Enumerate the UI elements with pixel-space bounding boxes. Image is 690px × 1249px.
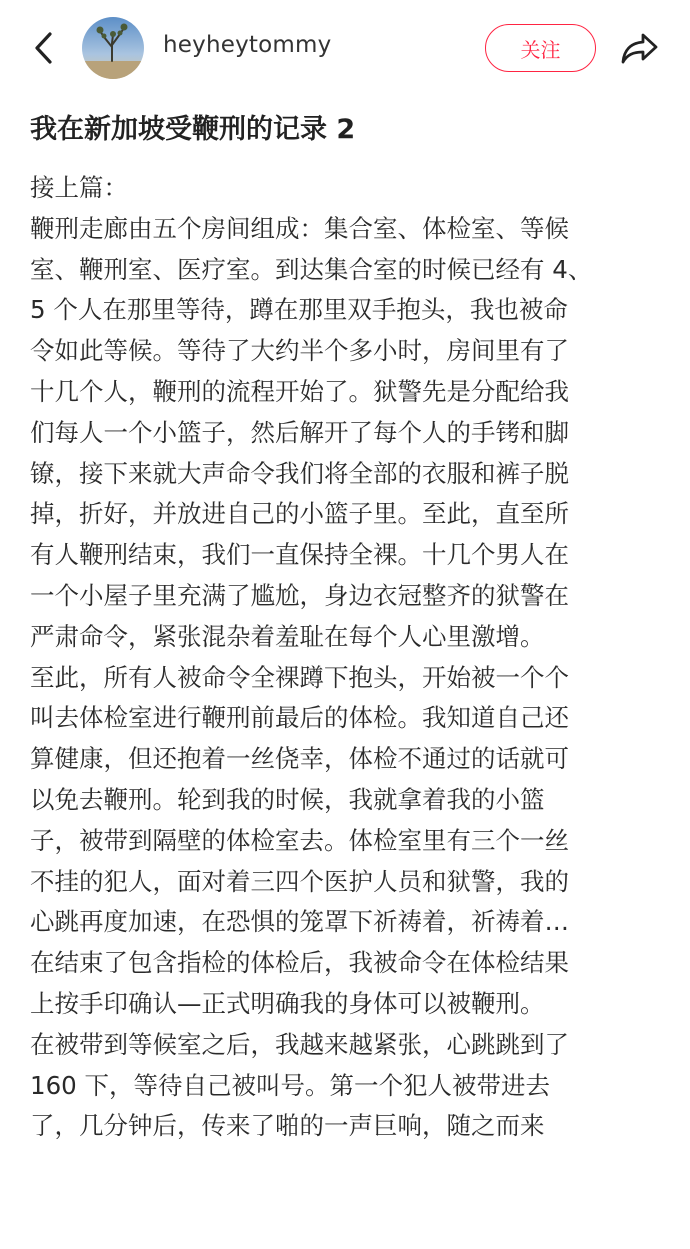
body-line: 鞭刑走廊由五个房间组成：集合室、体检室、等候 [30, 213, 569, 243]
body-line: 算健康，但还抱着一丝侥幸，体检不通过的话就可 [30, 744, 569, 774]
body-line: 令如此等候。等待了大约半个多小时，房间里有了 [30, 336, 569, 366]
follow-button[interactable]: 关注 [485, 24, 596, 72]
body-line: 在结束了包含指检的体检后，我被命令在体检结果 [30, 948, 569, 978]
body-line: 至此，所有人被命令全裸蹲下抱头，开始被一个个 [30, 662, 569, 692]
body-line: 5 个人在那里等待，蹲在那里双手抱头，我也被命 [30, 295, 568, 325]
body-line: 子，被带到隔壁的体检室去。体检室里有三个一丝 [30, 825, 569, 855]
post-body [30, 168, 670, 1249]
body-line: 叫去体检室进行鞭刑前最后的体检。我知道自己还 [30, 703, 569, 733]
body-line: 严肃命令，紧张混杂着羞耻在每个人心里激增。 [30, 621, 545, 651]
share-icon[interactable] [618, 27, 662, 69]
body-line: 十几个人，鞭刑的流程开始了。狱警先是分配给我 [30, 376, 569, 406]
body-line: 接上篇： [30, 173, 128, 202]
username[interactable]: heyheytommy [163, 32, 332, 58]
body-line: 上按手印确认—正式明确我的身体可以被鞭刑。 [30, 988, 545, 1018]
post-title: 我在新加坡受鞭刑的记录 2 [30, 114, 356, 145]
avatar-image [82, 17, 144, 79]
body-line: 掉，折好，并放进自己的小篮子里。至此，直至所 [30, 499, 569, 529]
body-line: 们每人一个小篮子，然后解开了每个人的手铐和脚 [30, 417, 569, 447]
top-bar [0, 0, 690, 100]
body-line: 160 下，等待自己被叫号。第一个犯人被带进去 [30, 1070, 551, 1100]
back-arrow-icon[interactable] [26, 27, 62, 69]
body-line: 镣，接下来就大声命令我们将全部的衣服和裤子脱 [30, 458, 569, 488]
body-line: 以免去鞭刑。轮到我的时候，我就拿着我的小篮 [30, 784, 545, 814]
body-line: 心跳再度加速，在恐惧的笼罩下祈祷着，祈祷着… [30, 907, 569, 937]
body-line: 在被带到等候室之后，我越来越紧张，心跳跳到了 [30, 1029, 569, 1059]
body-line: 一个小屋子里充满了尴尬，身边衣冠整齐的狱警在 [30, 580, 569, 610]
body-line: 不挂的犯人，面对着三四个医护人员和狱警，我的 [30, 866, 569, 896]
body-line: 有人鞭刑结束，我们一直保持全裸。十几个男人在 [30, 540, 569, 570]
body-line: 室、鞭刑室、医疗室。到达集合室的时候已经有 4、 [30, 254, 593, 284]
avatar[interactable] [82, 17, 144, 79]
body-line: 了，几分钟后，传来了啪的一声巨响，随之而来 [30, 1111, 545, 1141]
